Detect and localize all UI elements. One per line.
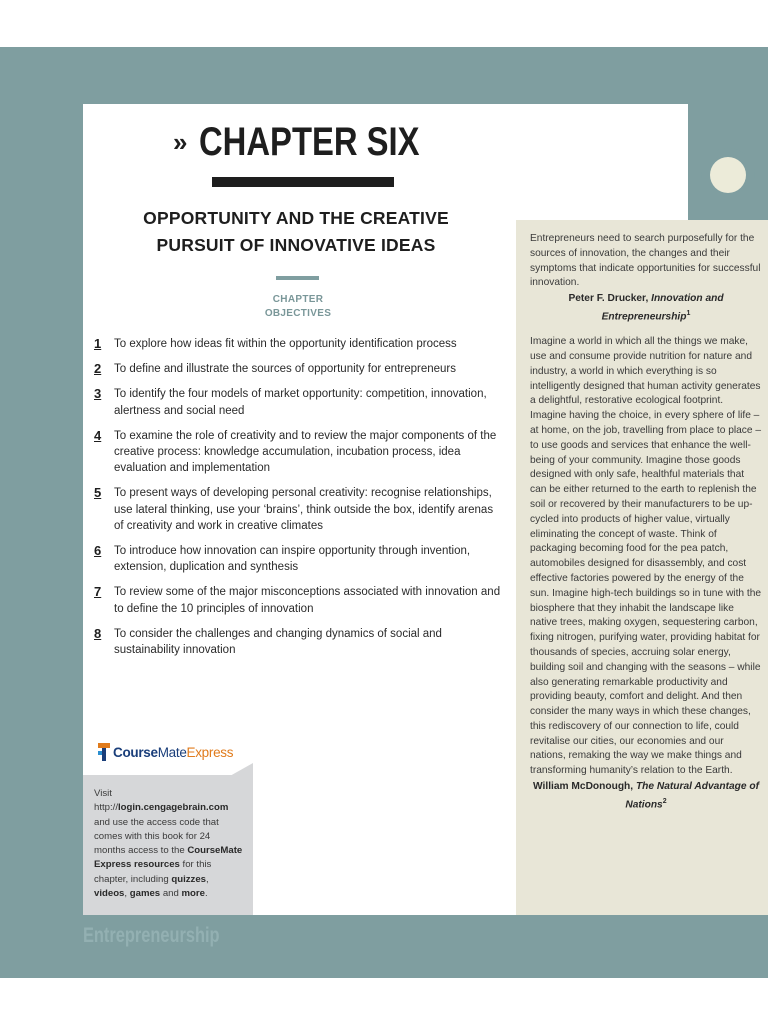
subtitle-line: OPPORTUNITY AND THE CREATIVE — [143, 208, 449, 228]
objective-item — [94, 336, 504, 352]
chapter-title: CHAPTER SIX — [199, 119, 420, 164]
coursemate-callout — [83, 731, 253, 915]
objective-number: 2 — [94, 361, 102, 377]
objective-item — [94, 386, 504, 418]
objective-number: 6 — [94, 543, 102, 559]
chapter-heading — [173, 112, 468, 172]
heading-rule — [212, 177, 394, 187]
chapter-subtitle — [96, 205, 496, 259]
objective-text: To consider the challenges and changing dynamics of social and sustainability innovation — [114, 627, 442, 657]
objective-item — [94, 428, 504, 477]
objective-item — [94, 584, 504, 616]
objective-item — [94, 361, 504, 377]
objective-text: To introduce how innovation can inspire opportunity through invention, extension, duplication and synthesis — [114, 545, 471, 574]
coursemate-logo-icon — [98, 743, 110, 761]
map-pin-dot — [710, 157, 746, 193]
objective-text: To explore how ideas fit within the opportunity identification process — [114, 338, 457, 350]
quote-citation: William McDonough, The Natural Advantage of Nations$^2$ — [533, 781, 759, 811]
chevron-icon: » — [173, 126, 186, 157]
objective-number: 7 — [94, 584, 102, 600]
coursemate-logo: Course Mate Express — [98, 743, 233, 761]
objective-number: 8 — [94, 625, 102, 641]
quote-mcdonough: Imagine a world in which all the things we make, use and consume provide nutrition for nature and industry, a world in which everything is so intelligently designed that human activity generates a delightful, restorative ecological footprint. Imagine having the choice, in every sphere of life – at home, on the job, travelling from place to place – to use goods and services that enhance the well-being of your community. Imagine those goods designed with only safe, healthful materials that can be either returned to the earth to replenish the soil or recovered by their manufacturers to be up-cycled into products of higher value, virtually eliminating the concept of waste. Think of packaging becoming food for the pea patch, automobiles designed for disassembly, and cost effective factories powered by the energy of the sun. Imagine high-tech buildings so in tune with the biosphere that they inhabit the landscape like native trees, making oxygen, sequestering carbon, fixing nitrogen, purifying water, providing habitat for thousands of species, accruing solar energy, building soil and changing with the seasons – while also generating remarkable productivity and providing beauty, comfort and delight. And then consider the many ways in which these changes, this rediscovery of our connection to life, could revitalise our cities, our economies and our nations, remaking the way we make things and transforming humanity’s relation to the Earth. — [530, 336, 762, 777]
objective-text: To define and illustrate the sources of opportunity for entrepreneurs — [114, 363, 457, 376]
objective-item — [94, 626, 504, 658]
subtitle-line: PURSUIT OF INNOVATIVE IDEAS — [156, 235, 436, 255]
quote-text-block — [530, 232, 762, 823]
quote-drucker: Entrepreneurs need to search purposefully for the sources of innovation, the changes and their symptoms that indicate opportunities for successful innovation. — [530, 233, 761, 289]
objective-text: To identify the four models of market opportunity: competition, innovation, alertness and social need — [114, 388, 487, 417]
quote-citation: Peter F. Drucker, Innovation and Entrepreneurship$^1$ — [568, 293, 724, 323]
objective-number: 5 — [94, 485, 102, 501]
objective-text: To review some of the major misconceptions associated with innovation and to define the 10 principles of innovation — [114, 586, 501, 615]
coursemate-text: Visit http://login.cengagebrain.com and use the access code that comes with this book for 24 months access to the CourseMate Express resources for this chapter, including quizzes, videos, games and more. — [94, 788, 243, 900]
coursemate-url: login.cengagebrain.com — [118, 802, 229, 814]
objectives-label: CHAPTER OBJECTIVES — [264, 294, 332, 319]
objectives-list — [94, 336, 504, 667]
book-title-footer: Entrepreneurship — [83, 924, 220, 947]
subtitle-rule — [276, 276, 319, 280]
objective-item — [94, 485, 504, 534]
objective-text: To present ways of developing personal creativity: recognise relationships, use lateral thinking, use your ‘brains’, think outside the box, identify arenas of creativity and work in creative climates — [114, 487, 494, 532]
objective-item — [94, 543, 504, 575]
objective-number: 3 — [94, 386, 102, 402]
objective-number: 1 — [94, 336, 102, 351]
objective-number: 4 — [94, 427, 102, 443]
objective-text: To examine the role of creativity and to review the major components of the creative process: knowledge accumulation, incubation process, idea evaluation and implementation — [114, 429, 497, 475]
